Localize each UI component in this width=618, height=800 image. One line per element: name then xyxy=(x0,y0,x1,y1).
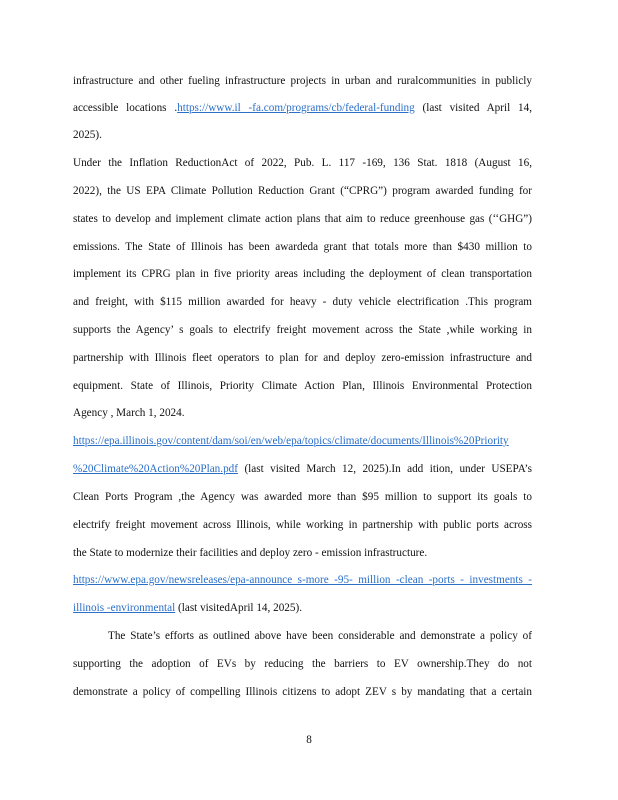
text-line xyxy=(73,462,532,476)
text-line: 2022), the US EPA Climate Pollution Reduction Grant (“CPRG”) program awarded funding for xyxy=(73,185,532,197)
text-line: equipment. State of Illinois, Priority Climate Action Plan, Illinois Environmental Protection xyxy=(73,380,532,392)
text-line xyxy=(73,101,532,115)
text-line: Agency , March 1, 2024. xyxy=(73,407,185,419)
illinois-priority-plan-link[interactable]: https://epa.illinois.gov/content/dam/soi/en/web/epa/topics/climate/documents/Illinois%20Priority xyxy=(73,435,509,447)
epa-news-release-link-cont[interactable]: illinois -environmental xyxy=(73,602,176,614)
text-line xyxy=(73,573,532,587)
text-fragment: (last visited March 12, 2025).In add ition, under USEPA’s xyxy=(238,463,532,475)
page-number: 8 xyxy=(306,734,312,746)
text-line: supporting the adoption of EVs by reducing the barriers to EV ownership.They do not xyxy=(73,658,532,670)
text-line: electrify freight movement across Illinois, while working in partnership with public ports across xyxy=(73,519,532,531)
text-line: partnership with Illinois fleet operators to plan for and deploy zero-emission infrastructure and xyxy=(73,352,532,364)
text-line xyxy=(73,601,532,615)
text-line: 2025). xyxy=(73,129,102,141)
text-line: supports the Agency’ s goals to electrify freight movement across the State ,while working in xyxy=(73,324,532,336)
text-line: demonstrate a policy of compelling Illinois citizens to adopt ZEV s by mandating that a certain xyxy=(73,686,532,698)
text-line: and freight, with $115 million awarded for heavy - duty vehicle electrification .This program xyxy=(73,296,532,308)
text-line: implement its CPRG plan in five priority areas including the deployment of clean transportation xyxy=(73,268,532,280)
text-line: states to develop and implement climate action plans that aim to reduce greenhouse gas (‘‘GHG”) xyxy=(73,213,532,225)
text-fragment: accessible locations . xyxy=(73,102,178,114)
text-line: infrastructure and other fueling infrastructure projects in urban and ruralcommunities in publicly xyxy=(73,75,532,87)
epa-news-release-link[interactable]: https://www.epa.gov/newsreleases/epa-announce s-more -95- million -clean -ports - investments - xyxy=(73,574,532,586)
text-line: The State’s efforts as outlined above have been considerable and demonstrate a policy of xyxy=(108,630,532,642)
text-fragment: (last visitedApril 14, 2025). xyxy=(175,602,303,614)
text-fragment: (last visited April 14, xyxy=(414,102,532,114)
text-line: the State to modernize their facilities and deploy zero - emission infrastructure. xyxy=(73,547,428,559)
federal-funding-link[interactable]: https://www.il -fa.com/programs/cb/federal-funding xyxy=(177,102,415,114)
text-line xyxy=(73,434,532,448)
text-line: emissions. The State of Illinois has been awardeda grant that totals more than $430 million to xyxy=(73,241,532,253)
text-line: Under the Inflation ReductionAct of 2022, Pub. L. 117 -169, 136 Stat. 1818 (August 16, xyxy=(73,157,532,169)
text-line: Clean Ports Program ,the Agency was awarded more than $95 million to support its goals to xyxy=(73,491,532,503)
illinois-priority-plan-link-cont[interactable]: %20Climate%20Action%20Plan.pdf xyxy=(73,463,238,475)
